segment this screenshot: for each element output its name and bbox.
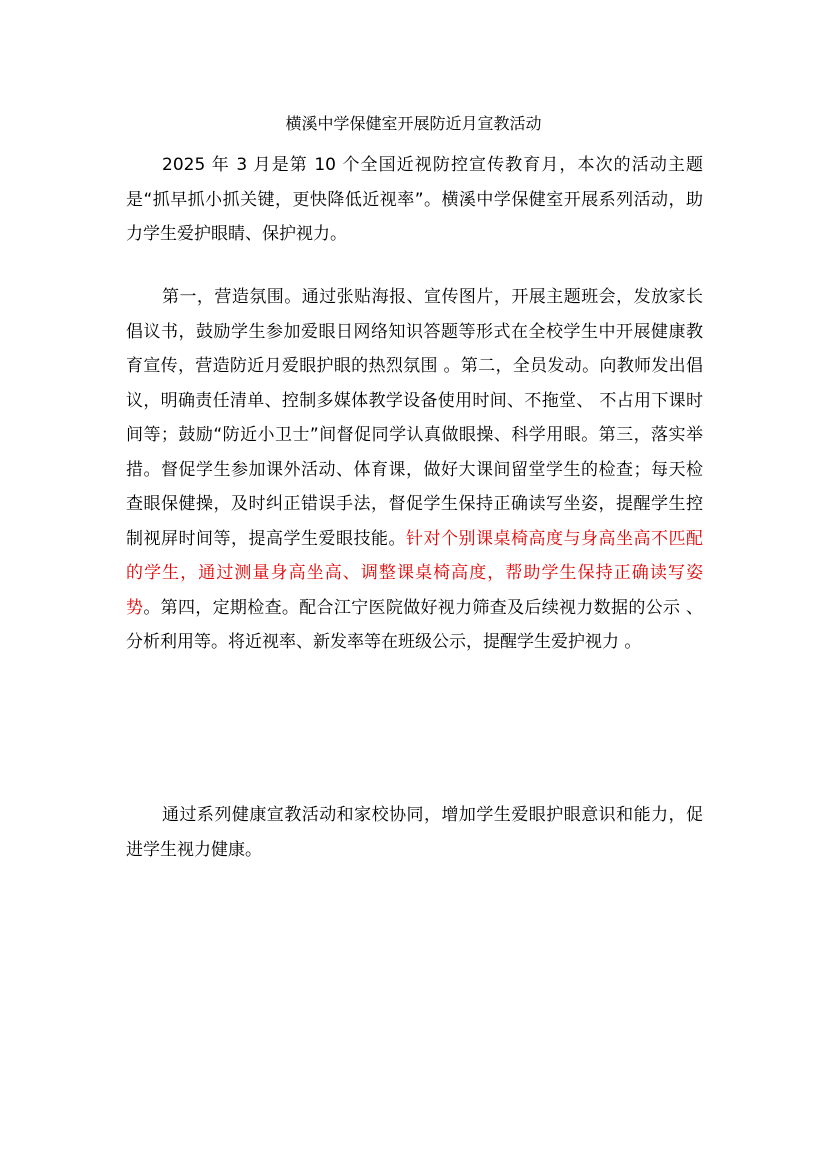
paragraph-intro: 2025 年 3 月是第 10 个全国近视防控宣传教育月，本次的活动主题是“抓早抓小抓关键，更快降低近视率”。横溪中学保健室开展系列活动，助力学生爱护眼睛、保护视力。 (126, 155, 703, 244)
paragraph-activities-text-1: 第一，营造氛围。通过张贴海报、宣传图片，开展主题班会，发放家长倡议书，鼓励学生参加爱眼日网络知识答题等形式在全校学生中开展健康教育宣传，营造防近月爱眼护眼的热烈氛围 。第二，全员发动。向教师发出倡议，明确责任清单、控制多媒体教学设备使用时间、不拖堂、 不占用下课时间等；鼓励“防近小卫士”间督促同学认真做眼操、科学用眼。第三，落实举措。督促学生参加课外活动、体育课，做好大课间留堂学生的检查；每天检查眼保健操，及时纠正错误手法，督促学生保持正确读写坐姿，提醒学生控制视屏时间等，提高学生爱眼技能。 (126, 287, 703, 549)
paragraph-activities-text-2: 。第四，定期检查。配合江宁医院做好视力筛查及后续视力数据的公示 、分析利用等。将近视率、新发率等在班级公示，提醒学生爱护视力 。 (126, 597, 704, 652)
paragraph-activities (126, 280, 703, 660)
highlighted-text: 针对个别课桌椅高度与身高坐高不匹配的学生，通过测量身高坐高、调整课桌椅高度，帮助学生保持正确读写姿势 (126, 528, 703, 618)
document-title: 横溪中学保健室开展防近月宣教活动 (285, 114, 542, 133)
paragraph-conclusion: 通过系列健康宣教活动和家校协同，增加学生爱眼护眼意识和能力，促进学生视力健康。 (126, 805, 703, 860)
